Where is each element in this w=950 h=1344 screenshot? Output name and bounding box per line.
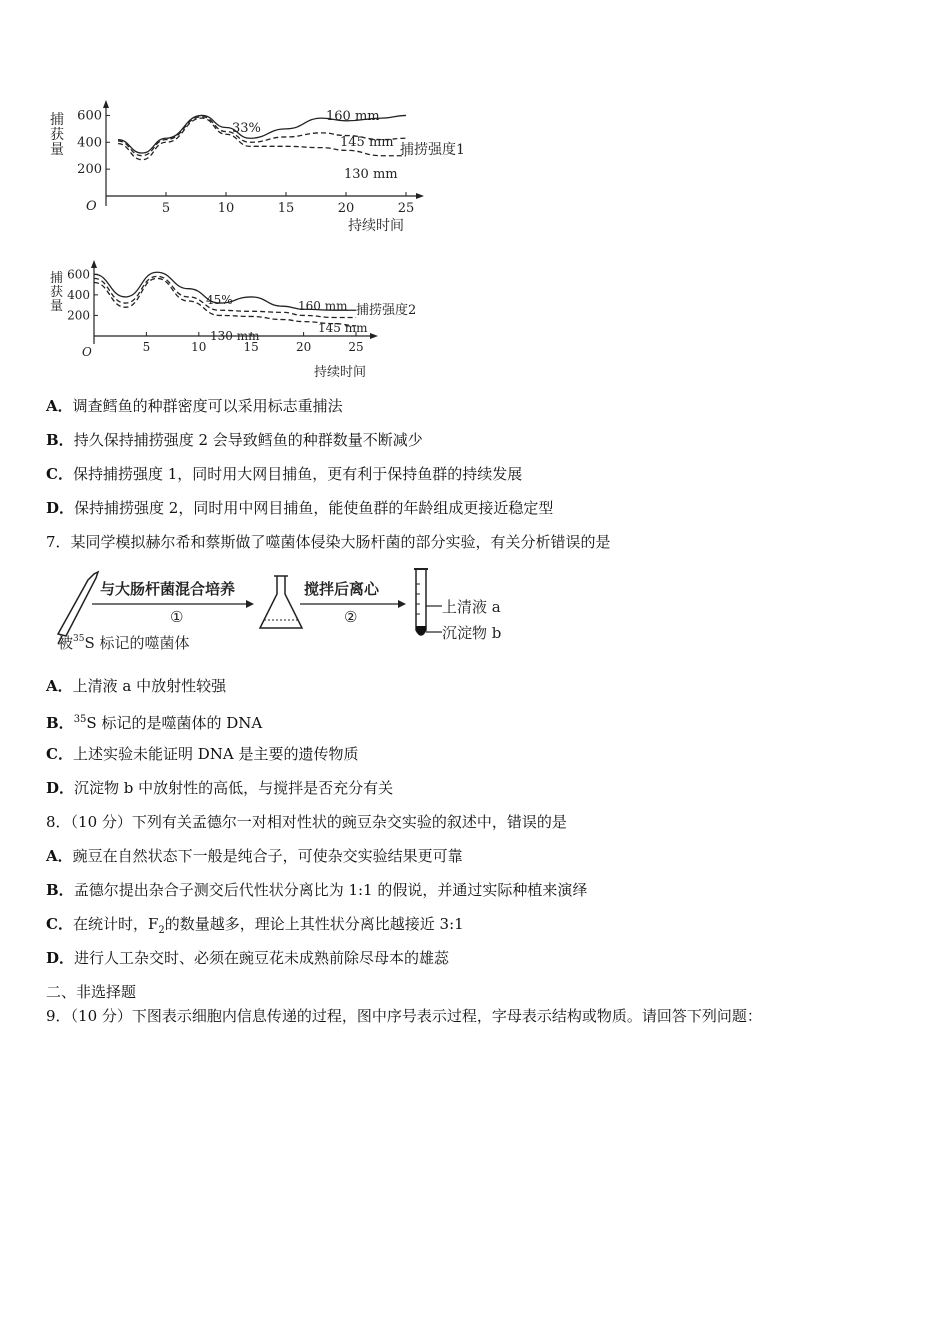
y-tick-label: 600 — [67, 267, 90, 282]
strength-label: 捕捞强度2 — [356, 303, 417, 318]
q7-option-c: C．上述实验未能证明 DNA 是主要的遗传物质 — [46, 745, 359, 763]
series-label-130: 130 mm — [210, 329, 260, 343]
y-axis-label: 捕获量 — [50, 112, 64, 158]
x-tick-label: 5 — [142, 340, 151, 354]
origin-label: O — [86, 199, 97, 214]
q8-option-d: D．进行人工杂交时、必须在豌豆花未成熟前除尽母本的雄蕊 — [46, 949, 450, 967]
x-tick-label: 15 — [243, 340, 259, 354]
x-tick-label: 20 — [337, 201, 355, 216]
y-tick-label: 200 — [67, 308, 90, 323]
series-label-145: 145 mm — [318, 321, 368, 335]
x-tick-label: 10 — [217, 201, 235, 216]
section-heading: 二、非选择题 — [46, 983, 137, 1001]
centrifuge-tube-icon — [414, 568, 428, 635]
y-tick-label: 400 — [67, 287, 90, 302]
x-axis-label: 持续时间 — [348, 218, 404, 234]
y-tick-label: 200 — [77, 162, 102, 178]
culture-flask-icon — [260, 576, 302, 628]
x-tick-label: 5 — [161, 201, 171, 216]
q8-stem: 8．（10 分）下列有关孟德尔一对相对性状的豌豆杂交实验的叙述中，错误的是 — [46, 813, 567, 831]
step2-number: ② — [344, 608, 358, 626]
x-axis-arrow — [370, 333, 378, 339]
phage-label: 被$^{35}$S 标记的噬菌体 — [58, 634, 190, 652]
percent-annotation: 33% — [232, 121, 261, 136]
x-tick-label: 15 — [277, 201, 295, 216]
q9-stem: 9．（10 分）下图表示细胞内信息传递的过程，图中序号表示过程，字母表示结构或物质。请回答下列问题： — [46, 1007, 762, 1025]
q8-option-a: A．豌豆在自然状态下一般是纯合子，可使杂交实验结果更可靠 — [46, 847, 463, 865]
supernatant-label: 上清液 a — [442, 598, 501, 616]
percent-annotation: 45% — [206, 293, 233, 307]
catch-chart-strength-1 — [44, 98, 484, 240]
series-label-160: 160 mm — [298, 299, 348, 313]
sediment-label: 沉淀物 b — [442, 624, 502, 642]
step1-number: ① — [170, 608, 184, 626]
origin-label: O — [82, 345, 92, 359]
x-tick-label: 20 — [295, 340, 312, 354]
x-tick-label: 25 — [348, 340, 364, 354]
q6-option-d: D．保持捕捞强度 2，同时用中网目捕鱼，能使鱼群的年龄组成更接近稳定型 — [46, 499, 554, 517]
phage-experiment-diagram — [48, 564, 528, 660]
q8-option-b: B．孟德尔提出杂合子测交后代性状分离比为 1:1 的假说，并通过实际种植来演绎 — [46, 881, 588, 899]
series-label-130: 130 mm — [344, 167, 398, 182]
x-axis-arrow — [416, 193, 424, 199]
y-axis-arrow — [103, 100, 109, 108]
y-axis-arrow — [91, 260, 97, 268]
y-tick-label: 400 — [77, 135, 102, 151]
q6-option-b: B．持久保持捕捞强度 2 会导致鳕鱼的种群数量不断减少 — [46, 431, 423, 449]
series-label-145: 145 mm — [340, 135, 394, 150]
y-axis-label: 捕获量 — [50, 271, 64, 314]
strength-label: 捕捞强度1 — [400, 142, 465, 158]
step1-label: 与大肠杆菌混合培养 — [100, 580, 236, 598]
q7-option-b: B．$^{35}$S 标记的是噬菌体的 DNA — [46, 714, 263, 732]
x-tick-label: 10 — [191, 340, 207, 354]
q6-option-a: A．调查鳕鱼的种群密度可以采用标志重捕法 — [46, 397, 343, 415]
catch-chart-strength-2 — [44, 258, 444, 382]
x-axis-label: 持续时间 — [314, 365, 367, 380]
q7-option-a: A．上清液 a 中放射性较强 — [46, 677, 227, 695]
step2-label: 搅拌后离心 — [304, 580, 380, 598]
q8-option-c: C．在统计时，$F_2$的数量越多，理论上其性状分离比越接近 3:1 — [46, 915, 464, 936]
q7-stem: 7．某同学模拟赫尔希和蔡斯做了噬菌体侵染大肠杆菌的部分实验，有关分析错误的是 — [46, 533, 611, 551]
q6-option-c: C．保持捕捞强度 1，同时用大网目捕鱼，更有利于保持鱼群的持续发展 — [46, 465, 523, 483]
x-tick-label: 25 — [397, 201, 415, 216]
y-tick-label: 600 — [77, 108, 102, 124]
series-label-160: 160 mm — [326, 109, 380, 124]
q7-option-d: D．沉淀物 b 中放射性的高低，与搅拌是否充分有关 — [46, 779, 394, 797]
